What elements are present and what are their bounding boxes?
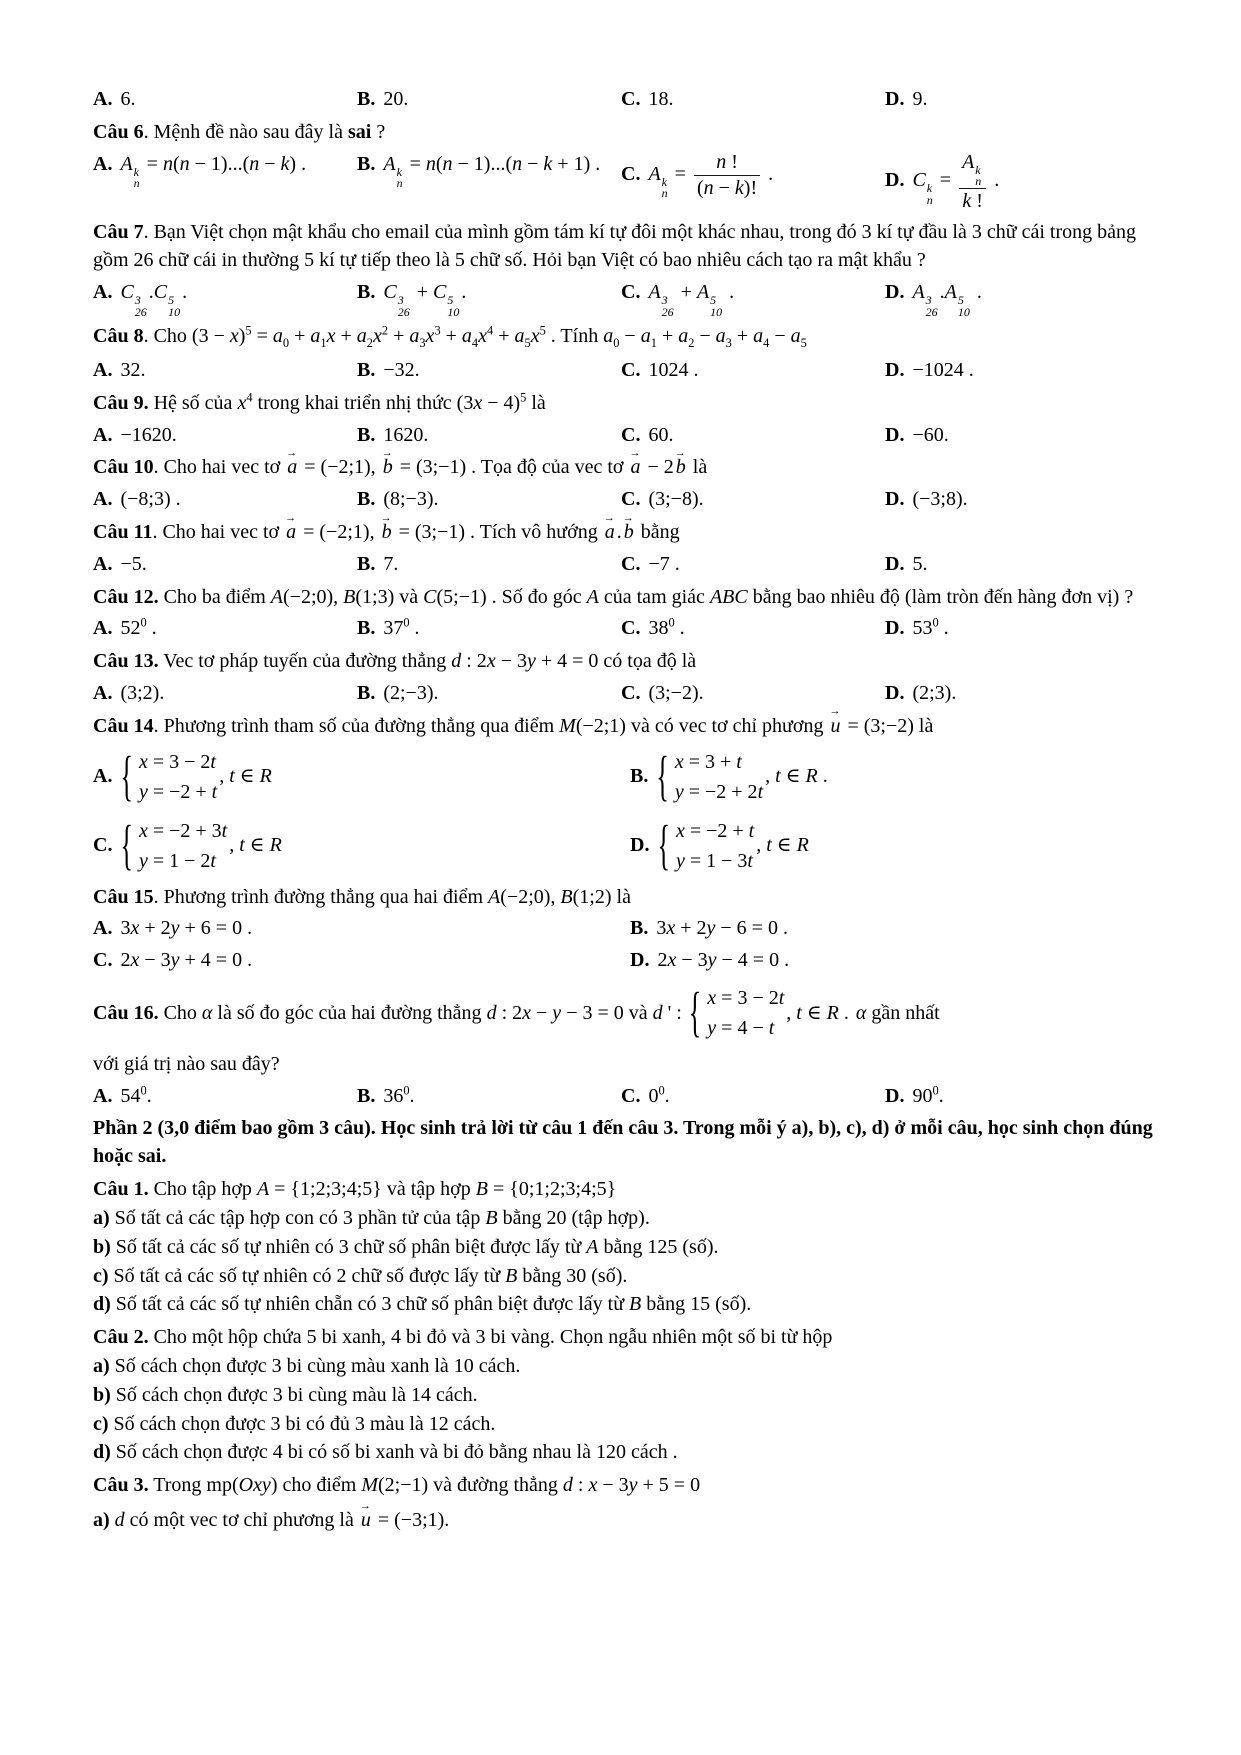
option-a-label: A. [93,765,113,788]
option-d-label: D. [885,169,905,192]
option-a [93,550,357,579]
option-d-label: D. [630,834,650,857]
parameter-condition: , t ∈ R . [765,765,828,788]
option-d-value: 9. [912,88,928,110]
stem-text-after: α gần nhất [855,1001,940,1024]
part2-question-2-stem: Câu 2. Cho một hộp chứa 5 bi xanh, 4 bi đỏ và 3 bi vàng. Chọn ngẫu nhiên một số bi từ hộp [93,1326,833,1349]
question-7-options [93,278,1155,318]
option-b-value: 7. [383,552,399,575]
question-15-options-cd [93,946,1155,975]
option-a [93,614,357,643]
option-c [93,813,630,879]
part2-q2-statement-a: a) Số cách chọn được 3 bi cùng màu xanh là 10 cách. [93,1355,521,1377]
question-16-options [93,1082,1155,1111]
equation-system [120,816,281,876]
option-d [885,85,927,114]
option-a [93,85,357,114]
option-c-label: C. [621,552,641,575]
option-c [621,150,885,214]
option-c-label: C. [621,682,641,705]
option-a [93,744,630,810]
question-14-stem: Câu 14. Phương trình tham số của đường thẳng qua điểm M(−2;1) và có vec tơ chỉ phương u → = (3;−2) là [93,712,1155,741]
option-c-value: 18. [648,88,674,110]
part2-question-1-stem: Câu 1. Cho tập hợp A = {1;2;3;4;5} và tập hợp B = {0;1;2;3;4;5} [93,1178,617,1201]
question-11-stem: Câu 11. Cho hai vec tơ a → = (−2;1), b → = (3;−1) . Tích vô hướng a → . b → bằng [93,518,1155,547]
option-d-value: −60. [912,423,949,446]
option-d-label: D. [885,423,905,446]
question-15-stem: Câu 15. Phương trình đường thẳng qua hai điểm A(−2;0), B(1;2) là [93,885,631,908]
option-c-label: C. [621,162,641,185]
option-b-label: B. [630,917,649,940]
option-c [621,421,885,450]
parameter-condition: , t ∈ R . [786,1001,849,1024]
option-b-label: B. [357,682,376,705]
option-b [357,278,621,318]
option-a-value: 32. [120,359,146,382]
equation-1: x = −2 + 3t [138,819,228,842]
option-c-value: 1024 . [648,359,699,382]
question-16-stem [93,980,1155,1046]
option-b-label: B. [357,617,376,640]
option-d-label: D. [885,552,905,575]
equation-1: x = 3 − 2t [707,987,785,1010]
part2-q3-statement-a: a) d có một vec tơ chỉ phương là u → = (−3;1). [93,1506,1155,1535]
option-c-value: $38^0$ . [648,615,685,640]
option-b-label: B. [357,152,376,175]
equation-system [689,983,849,1043]
question-9-stem: Câu 9. Hệ số của $x^4$ trong khai triển nhị thức $(3x - 4)^5$ là [93,390,546,414]
option-a-value: $52^0$ . [120,615,157,640]
option-b-value: 20. [383,88,409,110]
option-c-value: (3;−8). [648,488,704,511]
question-10-stem: Câu 10. Cho hai vec tơ a → = (−2;1), b → = (3;−1) . Tọa độ của vec tơ a → − 2 b → là [93,453,1155,482]
option-c [621,278,885,318]
option-a-label: A. [93,152,113,175]
option-a-value: A k n = n(n − 1)...(n − k) . [120,152,307,191]
equation-1: x = 3 + t [674,750,742,773]
option-a-label: A. [93,423,113,446]
option-c-label: C. [621,359,641,382]
option-b-label: B. [357,281,376,304]
option-c-value: A 3 26 + A 5 10 . [648,281,735,319]
option-a [93,150,357,214]
left-brace: { [120,814,133,876]
option-d [885,421,949,450]
option-a-value: 3x + 2y + 6 = 0 . [120,917,253,940]
question-16-stem-line2: với giá trị nào sau đây? [93,1053,280,1076]
option-b-value: (2;−3). [383,682,439,705]
option-b [357,614,621,643]
option-b-value: 3x + 2y − 6 = 0 . [656,917,788,940]
option-c [621,356,885,385]
option-b [357,421,621,450]
left-brace: { [120,745,133,807]
option-a-value: $54^0$. [120,1083,152,1107]
left-brace: { [656,745,669,807]
part2-q2-statement-c: c) Số cách chọn được 3 bi có đủ 3 màu là 12 cách. [93,1412,496,1435]
option-d-label: D. [885,281,905,304]
option-b-label: B. [630,765,649,788]
question-8-stem: Câu 8. Cho $(3 - x)^5 = a_0 + a_1x + a_2x^2 + a_3x^3 + a_4x^4 + a_5x^5$ . Tính $a_0 - a_1 + a_2 - a_3 + a_4 - a_5$ [93,323,807,351]
option-c [621,679,885,708]
part2-q1-statement-a: a) Số tất cả các tập hợp con có 3 phần tử của tập B bằng 20 (tập hợp). [93,1207,650,1230]
question-7-stem: Câu 7. Bạn Việt chọn mật khẩu cho email của mình gồm tám kí tự đôi một khác nhau, trong đó 3 kí tự đầu là 3 chữ cái trong bảng gồm 26 chữ cái in thường 5 kí tự tiếp theo là 5 chữ số. Hỏi bạn Việt có bao nhiêu cách tạo ra mật khẩu ? [93,220,1136,272]
option-a-value: (3;2). [120,682,165,705]
option-a-label: A. [93,552,113,575]
option-c [93,946,630,975]
option-d [885,679,956,708]
option-b [357,550,621,579]
question-6-options [93,150,1155,214]
option-d-value: (−3;8). [912,488,968,511]
part-2-heading: Phần 2 (3,0 điểm bao gồm 3 câu). Học sinh trả lời từ câu 1 đến câu 3. Trong mỗi ý a), b), c), d) ở mỗi câu, học sinh chọn đúng hoặc sai. [93,1116,1153,1168]
option-d-value: $53^0$ . [912,615,949,640]
option-a-value: (−8;3) . [120,488,181,511]
option-d-label: D. [885,1084,905,1107]
option-d [630,813,809,879]
equation-2: y = 4 − t [707,1017,775,1040]
option-b-label: B. [357,552,376,575]
part2-q1-statement-d: d) Số tất cả các số tự nhiên chẵn có 3 chữ số phân biệt được lấy từ B bằng 15 (số). [93,1293,752,1316]
option-b-label: B. [357,1084,376,1107]
question-6-stem: Câu 6. Mệnh đề nào sau đây là sai ? [93,120,386,143]
left-brace: { [657,814,670,876]
option-b-value: −32. [383,359,420,382]
option-c-label: C. [621,88,641,110]
question-13-stem: Câu 13. Vec tơ pháp tuyến của đường thẳng d : 2x − 3y + 4 = 0 có tọa độ là [93,650,697,673]
option-b-value: (8;−3). [383,488,439,511]
option-a-label: A. [93,1084,113,1107]
option-b-label: B. [357,359,376,382]
equation-2: y = 1 − 3t [675,849,753,872]
option-b-label: B. [357,423,376,446]
equation-2: y = −2 + t [138,780,218,803]
option-b [357,1082,621,1111]
equation-system [120,747,271,807]
equation-2: y = −2 + 2t [674,780,764,803]
question-12-stem: Câu 12. Cho ba điểm A(−2;0), B(1;3) và C(5;−1) . Số đo góc A của tam giác ABC bằng bao nhiêu độ (làm tròn đến hàng đơn vị) ? [93,585,1134,608]
option-b-value: C 3 26 + C 5 10 . [383,281,467,319]
option-d-label: D. [885,682,905,705]
equation-2: y = 1 − 2t [138,849,216,872]
equation-system [656,747,827,807]
option-a [93,1082,357,1111]
part2-q1-statement-c: c) Số tất cả các số tự nhiên có 2 chữ số được lấy từ B bằng 30 (số). [93,1264,628,1287]
option-b-value: $36^0$. [383,1083,415,1107]
option-a-label: A. [93,488,113,511]
equation-1: x = 3 − 2t [138,750,216,773]
option-d-value: −1024 . [912,359,974,382]
option-d [885,614,949,643]
option-a-value: 6. [120,88,136,110]
option-b-value: 1620. [383,423,429,446]
option-a [93,278,357,318]
option-a [93,679,357,708]
option-b [630,914,788,943]
option-d-value: C k n = A k n k ! . [912,150,1000,212]
option-c [621,485,885,514]
left-brace: { [688,981,702,1043]
option-c-label: C. [93,834,113,857]
option-c [621,85,885,114]
option-b-value: $37^0$ . [383,615,420,640]
option-c-value: −7 . [648,552,680,575]
option-d [885,550,927,579]
part2-q2-statement-b: b) Số cách chọn được 3 bi cùng màu là 14 cách. [93,1383,478,1406]
option-a-label: A. [93,359,113,382]
option-a-value: −1620. [120,423,177,446]
question-11-options [93,550,1155,579]
equation-1: x = −2 + t [675,819,755,842]
option-b [357,485,621,514]
question-8-options [93,356,1155,385]
option-d-label: D. [885,488,905,511]
question-5-options [93,85,1155,114]
option-a-value: C 3 26 .C 5 10 . [120,281,188,319]
option-b [357,356,621,385]
question-12-options [93,614,1155,643]
question-14-options-ab [93,744,1155,810]
option-a-label: A. [93,281,113,304]
part2-question-3-stem: Câu 3. Trong mp(Oxy) cho điểm M(2;−1) và đường thẳng d : x − 3y + 5 = 0 [93,1474,701,1497]
option-c [621,550,885,579]
question-13-options [93,679,1155,708]
option-d-value: 5. [912,552,928,575]
question-15-options-ab [93,914,1155,943]
option-d [630,946,789,975]
option-d-value: 2x − 3y − 4 = 0 . [657,949,790,972]
option-c-label: C. [621,617,641,640]
option-b-value: A k n = n(n − 1)...(n − k + 1) . [383,152,601,191]
parameter-condition: , t ∈ R [219,765,272,788]
option-a-label: A. [93,682,113,705]
option-b [357,679,621,708]
option-d-label: D. [885,359,905,382]
question-14-options-cd [93,813,1155,879]
option-a [93,485,357,514]
option-c-value: $0^0$. [648,1083,670,1107]
option-c-label: C. [93,949,113,972]
option-d-label: D. [630,949,650,972]
option-b [357,85,621,114]
option-c-value: A k n = $\frac{n !}{(n - k)!}$ . [648,150,774,201]
option-a-label: A. [93,617,113,640]
option-b [357,150,621,214]
option-b-label: B. [357,88,376,110]
option-b [630,744,828,810]
option-c [621,1082,885,1111]
option-d [885,1082,944,1111]
option-b-label: B. [357,488,376,511]
option-d-value: A 3 26 .A 5 10 . [912,281,982,319]
parameter-condition: , t ∈ R [229,834,282,857]
option-c-value: 2x − 3y + 4 = 0 . [120,949,253,972]
part2-q2-statement-d: d) Số cách chọn được 4 bi có số bi xanh và bi đỏ bằng nhau là 120 cách . [93,1441,678,1464]
option-c [621,614,885,643]
option-a [93,356,357,385]
question-9-options [93,421,1155,450]
option-a [93,914,630,943]
option-d-value: (2;3). [912,682,957,705]
option-c-label: C. [621,281,641,304]
option-a-value: −5. [120,552,147,575]
stem-text-before: Câu 16. Cho α là số đo góc của hai đường thẳng d : 2x − y − 3 = 0 và d ' : [93,1001,682,1024]
option-d-value: $90^0$. [912,1083,944,1107]
option-d [885,278,982,318]
option-d [885,150,999,214]
option-c-label: C. [621,423,641,446]
option-c-value: 60. [648,423,674,446]
option-c-value: (3;−2). [648,682,704,705]
option-c-label: C. [621,488,641,511]
parameter-condition: , t ∈ R [756,834,809,857]
option-a-label: A. [93,88,113,110]
option-d [885,356,974,385]
option-a-label: A. [93,917,113,940]
equation-system [657,816,808,876]
option-d-label: D. [885,88,905,110]
part2-q1-statement-b: b) Số tất cả các số tự nhiên có 3 chữ số phân biệt được lấy từ A bằng 125 (số). [93,1235,719,1258]
option-d [885,485,968,514]
option-d-label: D. [885,617,905,640]
option-c-label: C. [621,1084,641,1107]
option-a [93,421,357,450]
